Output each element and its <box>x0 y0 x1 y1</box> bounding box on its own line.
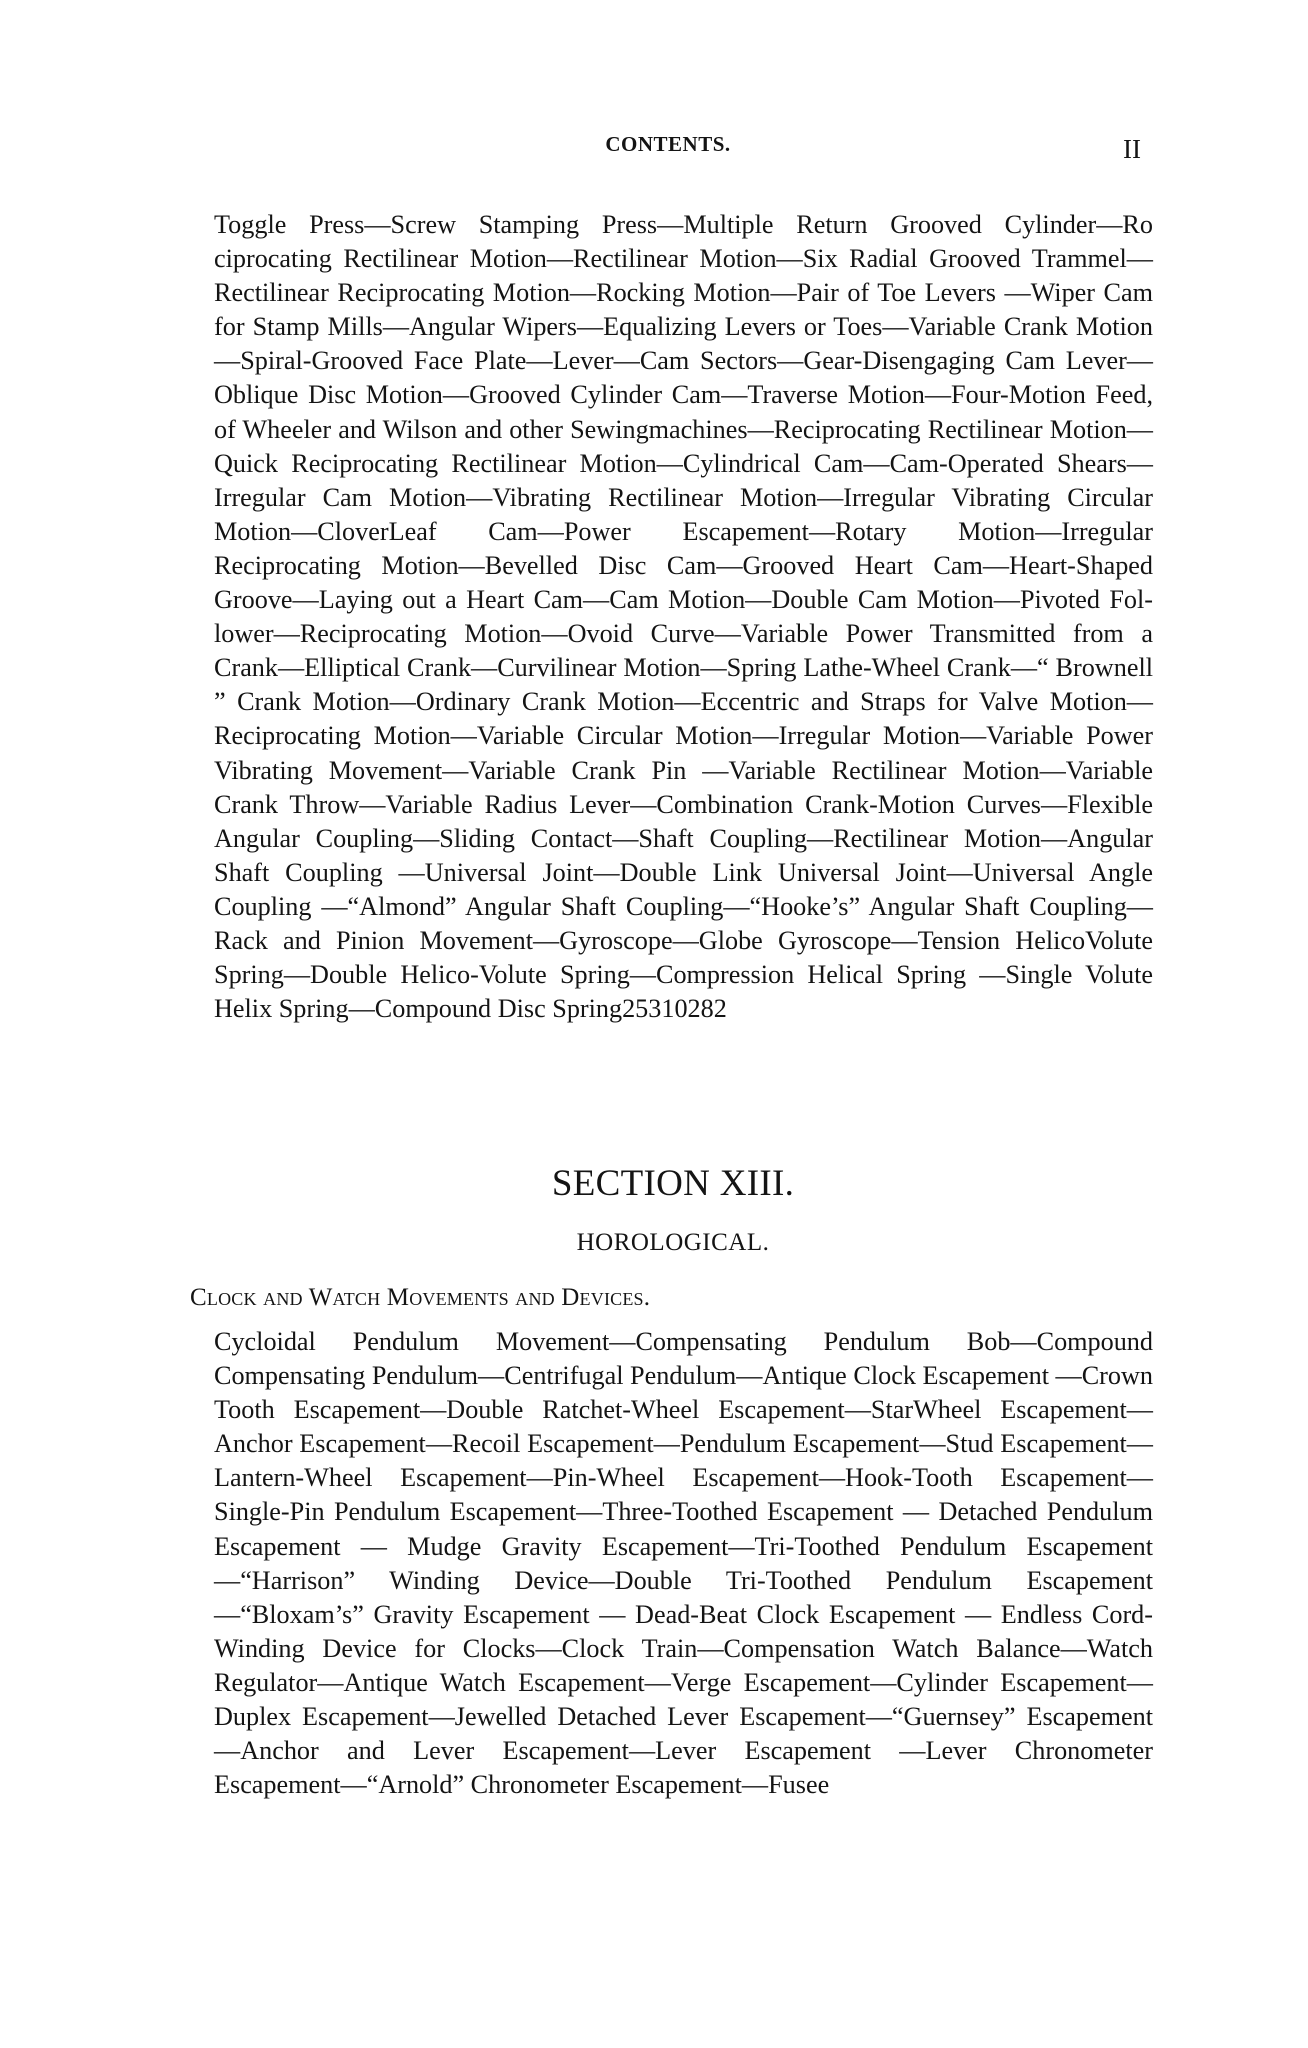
running-title: CONTENTS. <box>605 132 731 156</box>
section-title: SECTION XIII. <box>551 1163 795 1204</box>
contents-paragraph-horological: Cycloidal Pendulum Movement—Compensating Pendulum Bob—Compound Compensating Pendulum—Centrifugal Pendulum—Antique Clock Escapement —Crown Tooth Escapement—Double Ratchet-Wheel Escapement—StarWheel Escapement—Anchor Escapement—Recoil Escapement—Pendulum Escapement—Stud Escapement—Lantern-Wheel Escapement—Pin-Wheel Escapement—Hook-Tooth Escapement—Single-Pin Pendulum Escapement—Three-Toothed Escapement — Detached Pendulum Escapement — Mudge Gravity Escapement—Tri-Toothed Pendulum Escapement—“Harrison” Winding Device—Double Tri-Toothed Pendulum Escapement—“Bloxam’s” Gravity Escapement — Dead-Beat Clock Escapement — Endless CordWinding Device for Clocks—Clock Train—Compensation Watch Balance—Watch Regulator—Antique Watch Escapement—Verge Escapement—Cylinder Escapement—Duplex Escapement—Jewelled Detached Lever Escapement—“Guernsey” Escapement—Anchor and Lever Escapement—Lever Escapement —Lever Chronometer Escapement—“Arnold” Chronometer Escapement—Fusee <box>214 1327 1153 1800</box>
page-number: II <box>1123 134 1141 164</box>
contents-paragraph-mechanical-movements: Toggle Press—Screw Stamping Press—Multiple Return Grooved Cylinder—Ro ciprocating Rectilinear Motion—Rectilinear Motion—Six Radial Grooved Trammel—Rectilinear Reciprocating Motion—Rocking Motion—Pair of Toe Levers —Wiper Cam for Stamp Mills—Angular Wipers—Equalizing Levers or Toes—Variable Crank Motion—Spiral-Grooved Face Plate—Lever—Cam Sectors—Gear-Disengaging Cam Lever—Oblique Disc Motion—Grooved Cylinder Cam—Traverse Motion—Four-Motion Feed, of Wheeler and Wilson and other Sewingmachines—Reciprocating Rectilinear Motion—Quick Reciprocating Rectilinear Motion—Cylindrical Cam—Cam-Operated Shears—Irregular Cam Motion—Vibrating Rectilinear Motion—Irregular Vibrating Circular Motion—CloverLeaf Cam—Power Escapement—Rotary Motion—Irregular Reciprocating Motion—Bevelled Disc Cam—Grooved Heart Cam—Heart-Shaped Groove—Laying out a Heart Cam—Cam Motion—Double Cam Motion—Pivoted Follower—Reciprocating Motion—Ovoid Curve—Variable Power Transmitted from a Crank—Elliptical Crank—Curvilinear Motion—Spring Lathe-Wheel Crank—“ Brownell ” Crank Motion—Ordinary Crank Motion—Eccentric and Straps for Valve Motion—Reciprocating Motion—Variable Circular Motion—Irregular Motion—Variable Power Vibrating Movement—Variable Crank Pin —Variable Rectilinear Motion—Variable Crank Throw—Variable Radius Lever—Combination Crank-Motion Curves—Flexible Angular Coupling—Sliding Contact—Shaft Coupling—Rectilinear Motion—Angular Shaft Coupling —Universal Joint—Double Link Universal Joint—Universal Angle Coupling —“Almond” Angular Shaft Coupling—“Hooke’s” Angular Shaft Coupling—Rack and Pinion Movement—Gyroscope—Globe Gyroscope—Tension HelicoVolute Spring—Double Helico-Volute Spring—Compression Helical Spring —Single Volute Helix Spring—Compound Disc Spring25310282 <box>214 210 1153 1024</box>
subsection-heading: Clock and Watch Movements and Devices. <box>190 1284 651 1311</box>
section-subtitle: HOROLOGICAL. <box>576 1229 770 1256</box>
running-head <box>0 128 1308 168</box>
